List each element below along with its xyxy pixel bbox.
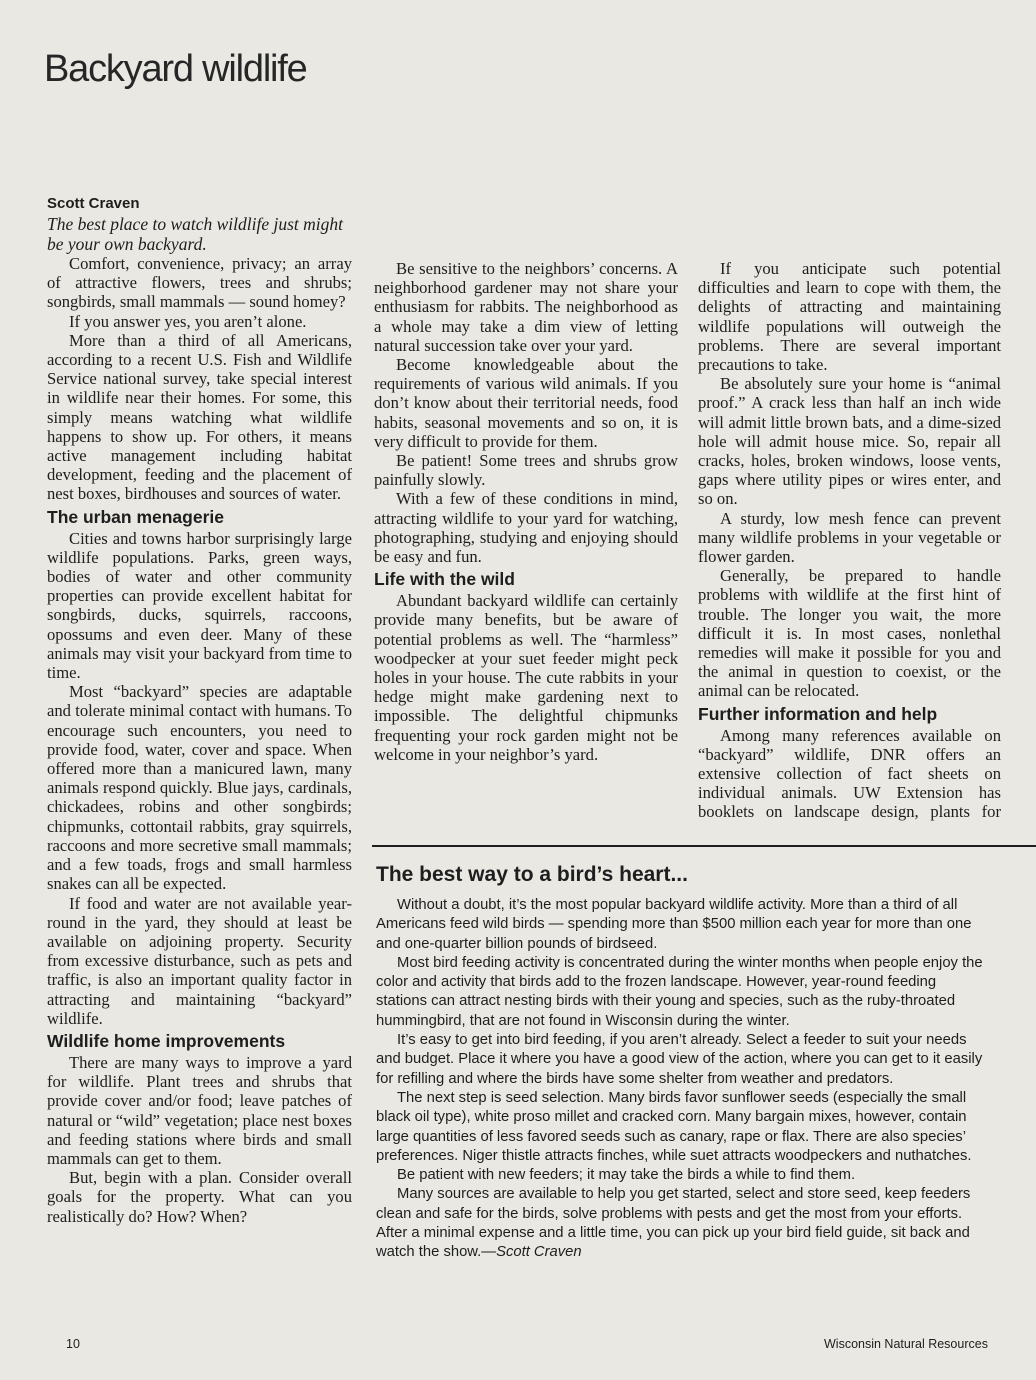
body-paragraph: If food and water are not available year-round in the yard, they should at least be available on adjoining property. Security from excessive disturbance, such as pets and traffic, is also an important quality factor in attracting and maintaining “backyard” wildlife. [47,893,352,1028]
byline: Scott Craven [47,195,140,212]
body-paragraph: There are many ways to improve a yard for wildlife. Plant trees and shrubs that provide cover and/or food; leave patches of natural or “wild” vegetation; place nest boxes and feeding stations where birds and small mammals can get to them. [47,1052,352,1168]
body-paragraph: Most “backyard” species are adaptable and tolerate minimal contact with humans. To encourage such encounters, you need to provide food, water, cover and space. When offered more than a manicured lawn, many animals respond quickly. Blue jays, cardinals, chickadees, robins and other songbirds; chipmunks, cottontail rabbits, gray squirrels, raccoons and more secretive small mammals; and a few toads, frogs and small harmless snakes can all be expected. [47,682,352,894]
section-heading: Further information and help [698,703,938,724]
body-paragraph: More than a third of all Americans, according to a recent U.S. Fish and Wildlife Service national survey, take special interest in wildlife near their homes. For some, this simply means watching what wildlife happens to show up. For others, it means active management including habitat development, feeding and the placement of nest boxes, birdhouses and sources of water. [47,330,352,504]
sidebar-box [376,862,984,1263]
sidebar-paragraph: Without a doubt, it’s the most popular backyard wildlife activity. More than a third of all Americans feed wild birds — spending more than $500 million each year for more than one and one-quarter billion pounds of birdseed. [376,897,972,952]
body-paragraph: If you answer yes, you aren’t alone. [69,311,307,331]
column-2-body [374,259,678,764]
body-paragraph: Cities and towns harbor surprisingly large wildlife populations. Parks, green ways, bodies of water and other community properties can provide excellent habitat for songbirds, ducks, squirrels, raccoons, opossums and even deer. Many of these animals may visit your backyard from time to time. [47,528,352,683]
article-column-1 [47,194,352,1226]
body-paragraph: Be absolutely sure your home is “animal proof.” A crack less than half an inch wide will admit little brown bats, and a dime-sized hole will admit house mice. So, repair all cracks, holes, broken windows, loose vents, gaps where utility pipes or wires enter, and so on. [698,374,1001,509]
body-paragraph: Generally, be prepared to handle problems with wildlife at the first hint of trouble. The longer you wait, the more difficult it is. In most cases, nonlethal remedies will make it possible for you and the animal in question to coexist, or the animal can be relocated. [698,566,1001,701]
page-number: 10 [66,1337,80,1351]
body-paragraph: With a few of these conditions in mind, attracting wildlife to your yard for watching, photographing, studying and enjoying should be easy and fun. [374,489,678,567]
sidebar-paragraph: The next step is seed selection. Many birds favor sunflower seeds (especially the small black oil type), white proso millet and cracked corn. Many bargain mixes, however, contain large quantities of less favored seeds such as canary, rape or flax. There are also species’ preferences. Niger thistle attracts finches, while suet attracts woodpeckers and nuthatches. [376,1089,972,1164]
body-paragraph: If you anticipate such potential difficulties and learn to cope with them, the delights of attracting and maintaining wildlife populations will outweigh the problems. There are several important precautions to take. [698,259,1001,375]
sidebar-divider [372,845,1036,847]
body-paragraph: Be sensitive to the neighbors’ concerns. A neighborhood gardener may not share your enthusiasm for rabbits. The neighborhood as a whole may take a dim view of letting natural succession take over your yard. [374,259,678,355]
sidebar-paragraph: Most bird feeding activity is concentrated during the winter months when people enjoy the color and activity that birds add to the frozen landscape. However, year-round feeding stations can attract nesting birds with their young and species, such as the ruby-throated hummingbird, that are not found in Wisconsin during the winter. [376,954,983,1029]
sidebar-paragraph: It’s easy to get into bird feeding, if you aren’t already. Select a feeder to suit your needs and budget. Place it where you have a good view of the action, where you can get to it easily for refilling and where the birds have some shelter from weather and predators. [376,1032,983,1087]
magazine-name: Wisconsin Natural Resources [824,1337,988,1351]
sidebar-paragraph-text: Many sources are available to help you get started, select and store seed, keep feeders clean and safe for the birds, solve problems with pests and get the most from your efforts. After a minimal expense and a little time, you can pick up your bird field guide, sit back and watch the show. [376,1186,971,1261]
page-title: Backyard wildlife [44,48,307,90]
sidebar-paragraph: Be patient with new feeders; it may take the birds a while to find them. [397,1167,856,1184]
sidebar-signature: —Scott Craven [481,1244,582,1261]
body-paragraph: Among many references available on “backyard” wildlife, DNR offers an extensive collection of fact sheets on individual animals. UW Extension has booklets on landscape design, plants for [698,725,1001,822]
column-1-body [47,254,352,1226]
column-3-body [698,259,1001,822]
body-paragraph: Comfort, convenience, privacy; an array of attractive flowers, trees and shrubs; songbirds, small mammals — sound homey? [47,254,352,312]
body-paragraph: Abundant backyard wildlife can certainly provide many benefits, but be aware of potential problems as well. The “harmless” woodpecker at your suet feeder might peck holes in your house. The cute rabbits in your hedge might make gardening next to impossible. The delightful chipmunks frequenting your rock garden might not be welcome in your neighbor’s yard. [374,591,678,764]
deck: The best place to watch wildlife just might be your own backyard. [47,214,344,254]
sidebar-title: The best way to a bird’s heart... [376,863,688,886]
article-column-2 [374,259,678,764]
section-heading: The urban menagerie [47,506,224,527]
body-paragraph: Become knowledgeable about the requirements of various wild animals. If you don’t know about their territorial needs, food habits, seasonal movements and so on, it is very difficult to provide for them. [374,355,678,451]
section-heading: Life with the wild [374,569,515,590]
article-column-3 [698,259,1001,822]
section-heading: Wildlife home improvements [47,1030,286,1051]
body-paragraph: A sturdy, low mesh fence can prevent many wildlife problems in your vegetable or flower garden. [698,508,1001,567]
sidebar-paragraph-last [376,1185,984,1262]
body-paragraph: But, begin with a plan. Consider overall goals for the property. What can you realistically do? How? When? [47,1168,352,1226]
body-paragraph: Be patient! Some trees and shrubs grow painfully slowly. [374,451,678,490]
